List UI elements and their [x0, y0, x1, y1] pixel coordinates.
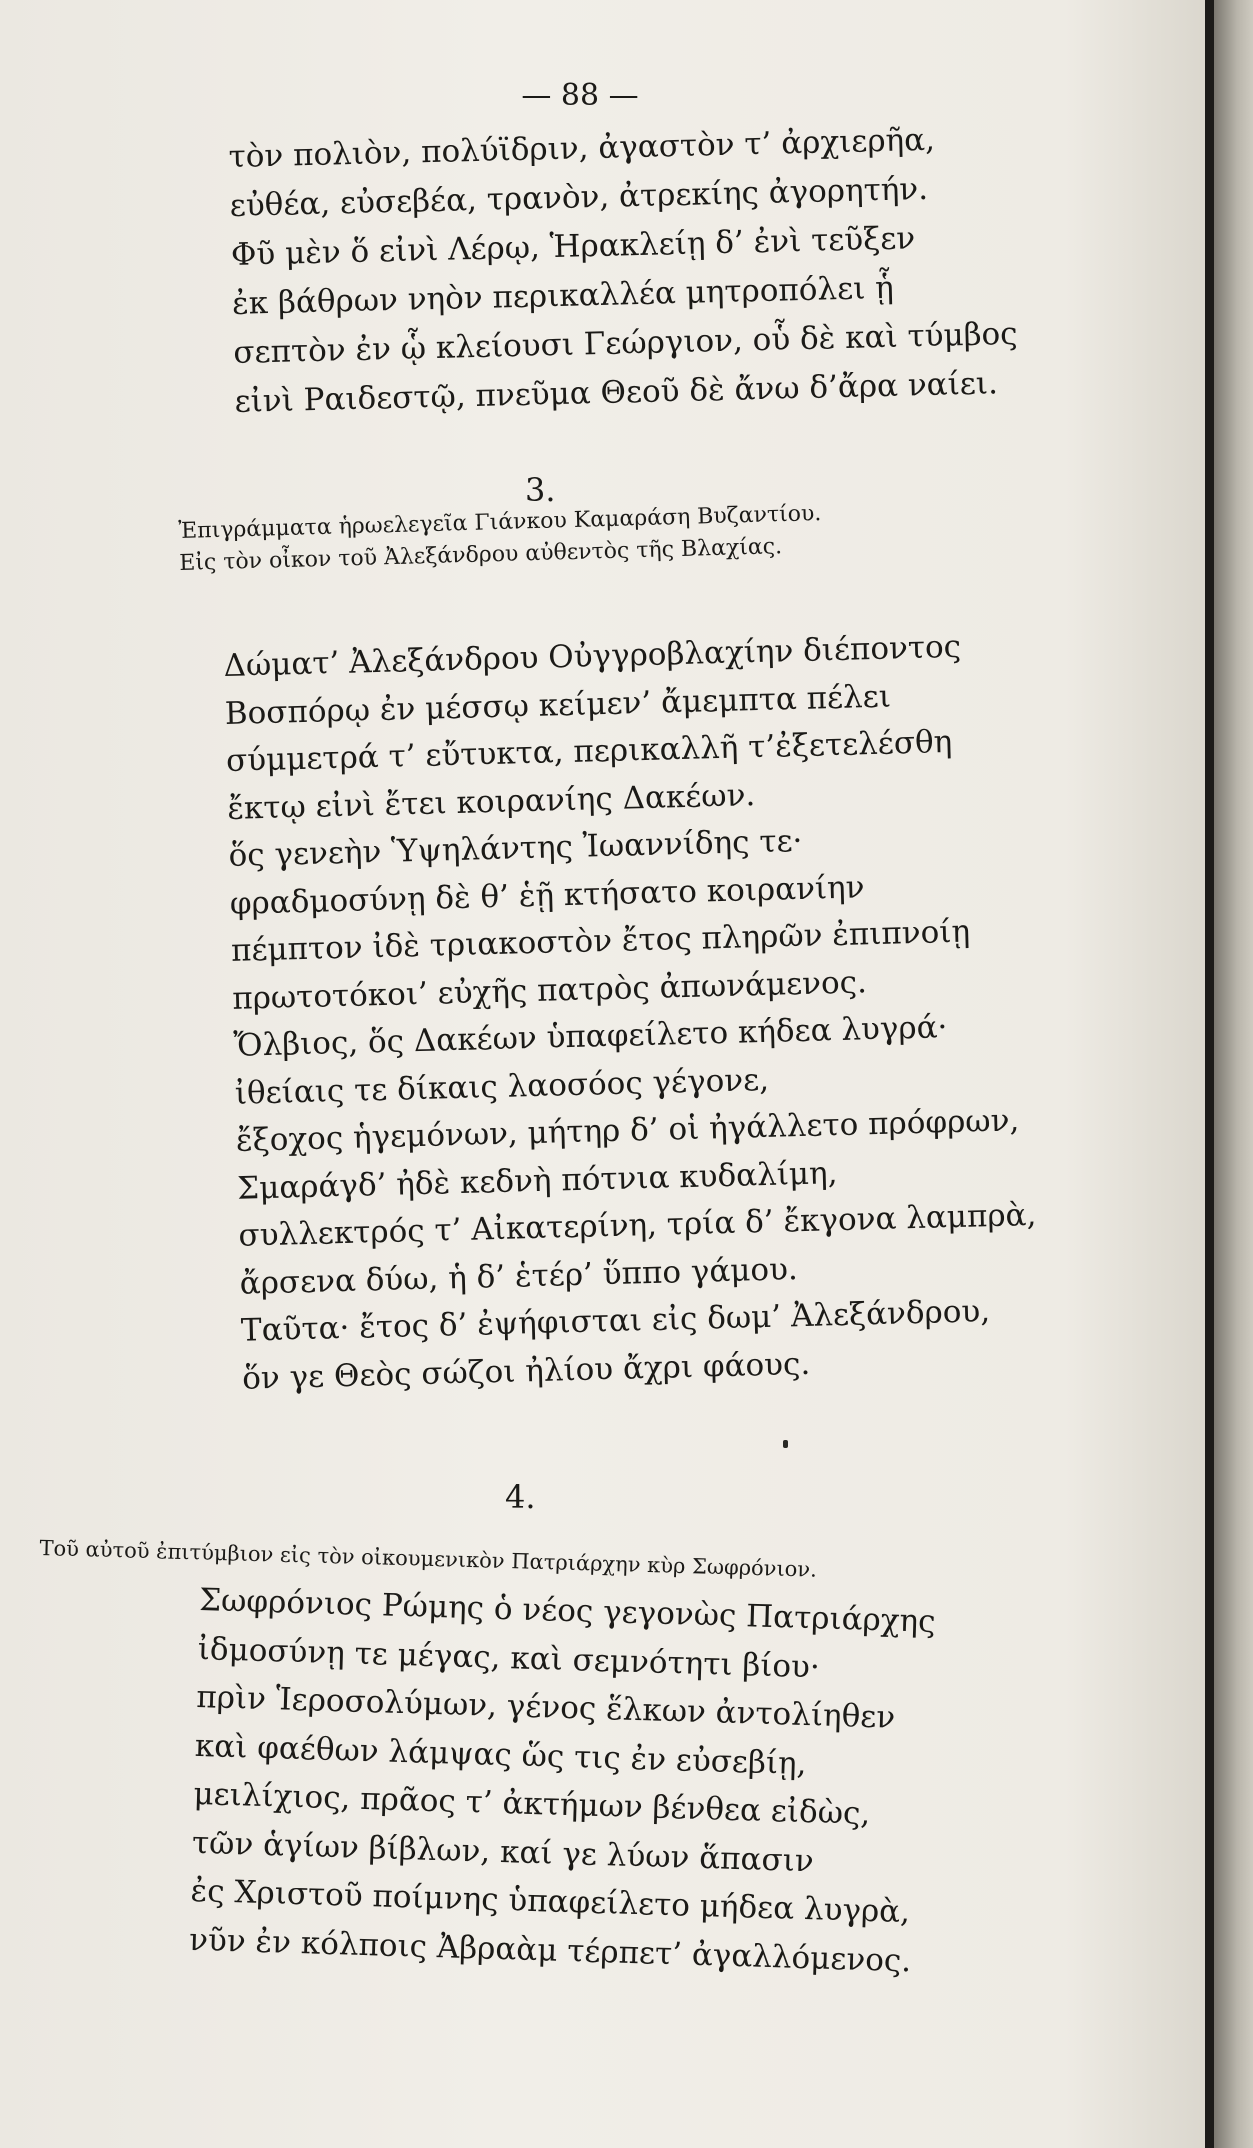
poem-continuation: [228, 114, 1019, 427]
section-caption: [178, 498, 823, 580]
page-gutter-shadow: [1205, 0, 1214, 2148]
verse-line: ἔξοχος ἡγεμόνων, μήτηρ δ’ οἱ ἠγάλλετο πρόφρων,: [235, 1102, 1020, 1159]
verse-line: Δώματ’ Ἀλεξάνδρου Οὐγγροβλαχίην διέποντος: [223, 628, 962, 684]
verse-line: πέμπτον ἰδὲ τριακοστὸν ἔτος πληρῶν ἐπιπνοίῃ: [230, 913, 971, 969]
verse-line: καὶ φαέθων λάμψας ὥς τις ἐν εὐσεβίῃ,: [194, 1727, 808, 1782]
verse-line: Ταῦτα· ἔτος δ’ ἐψήφισται εἰς δωμ’ Ἀλεξάνδρου,: [240, 1293, 991, 1349]
verse-line: μειλίχιος, πρᾶος τ’ ἀκτήμων βένθεα εἰδὼς,: [192, 1775, 871, 1832]
caption-line: Εἰς τὸν οἶκον τοῦ Ἀλεξάνδρου αὐθεντὸς τῆς Βλαχίας.: [178, 534, 783, 576]
section-number: 3.: [525, 471, 556, 509]
verse-line: ἰδμοσύνῃ τε μέγας, καὶ σεμνότητι βίου·: [197, 1630, 821, 1685]
verse-line: εἰνὶ Ραιδεστῷ, πνεῦμα Θεοῦ δὲ ἄνω δ’ἄρα ναίει.: [234, 365, 999, 420]
verse-line: εὐθέα, εὐσεβέα, τρανὸν, ἀτρεκίης ἀγορητήν.: [229, 170, 929, 224]
epitaph-poem: [188, 1576, 936, 1986]
verse-line: συλλεκτρός τ’ Αἰκατερίνη, τρία δ’ ἔκγονα λαμπρὰ,: [238, 1196, 1037, 1254]
page-number: — 88 —: [521, 78, 639, 113]
verse-line: Σμαράγδ’ ἠδὲ κεδνὴ πότνια κυδαλίμη,: [236, 1154, 838, 1207]
section-caption: Τοῦ αὐτοῦ ἐπιτύμβιον εἰς τὸν οἰκουμενικὸν Πατριάρχην κὺρ Σωφρόνιον.: [39, 1535, 818, 1582]
verse-line: τῶν ἁγίων βίβλων, καί γε λύων ἅπασιν: [191, 1824, 815, 1879]
verse-line: ὅν γε Θεὸς σώζοι ἠλίου ἄχρι φάους.: [241, 1345, 811, 1397]
verse-line: σεπτὸν ἐν ᾧ κλείουσι Γεώργιον, οὗ δὲ καὶ τύμβος: [232, 315, 1018, 371]
verse-line: Φῦ μὲν ὅ εἰνὶ Λέρῳ, Ἡρακλείῃ δ’ ἐνὶ τεῦξεν: [230, 220, 916, 273]
verse-line: σύμμετρά τ’ εὔτυκτα, περικαλλῆ τ’ἐξετελέσθη: [225, 723, 953, 779]
verse-line: ἐς Χριστοῦ ποίμνης ὑπαφείλετο μήδεα λυγρὰ,: [190, 1872, 911, 1931]
verse-line: νῦν ἐν κόλποις Ἀβραὰμ τέρπετ’ ἀγαλλόμενος.: [188, 1921, 912, 1979]
section-number: 4.: [505, 1478, 536, 1516]
page-edge: [1214, 0, 1253, 2148]
verse-line: πρὶν Ἱεροσολύμων, γένος ἕλκων ἀντολίηθεν: [195, 1678, 896, 1736]
caption-line: Ἐπιγράμματα ἡρωελεγεῖα Γιάνκου Καμαράση Βυζαντίου.: [178, 501, 822, 544]
verse-line: Ὄλβιος, ὅς Δακέων ὑπαφείλετο κήδεα λυγρά·: [233, 1009, 948, 1064]
verse-line: Βοσπόρῳ ἐν μέσσῳ κείμεν’ ἄμεμπτα πέλει: [224, 678, 892, 732]
epigram-poem: [223, 622, 1041, 1403]
verse-line: φραδμοσύνῃ δὲ θ’ ἑῇ κτήσατο κοιρανίην: [229, 868, 865, 922]
ink-speck: [783, 1440, 788, 1448]
verse-line: ἄρσενα δύω, ἡ δ’ ἑτέρ’ ὕππο γάμου.: [239, 1250, 799, 1302]
verse-line: ἔκτῳ εἰνὶ ἔτει κοιρανίης Δακέων.: [226, 776, 756, 827]
verse-line: ὅς γενεὴν Ὑψηλάντης Ἰωαννίδης τε·: [228, 822, 803, 874]
verse-line: ἰθείαις τε δίκαις λαοσόος γέγονε,: [234, 1061, 770, 1112]
verse-line: πρωτοτόκοι’ εὐχῆς πατρὸς ἀπωνάμενος.: [231, 963, 868, 1017]
verse-line: Σωφρόνιος Ρώμης ὁ νέος γεγονὼς Πατριάρχης: [198, 1581, 937, 1640]
verse-line: τὸν πολιὸν, πολύϊδριν, ἀγαστὸν τ’ ἀρχιερῆα,: [228, 121, 936, 175]
verse-line: ἐκ βάθρων νηὸν περικαλλέα μητροπόλει ᾗ: [231, 269, 895, 322]
